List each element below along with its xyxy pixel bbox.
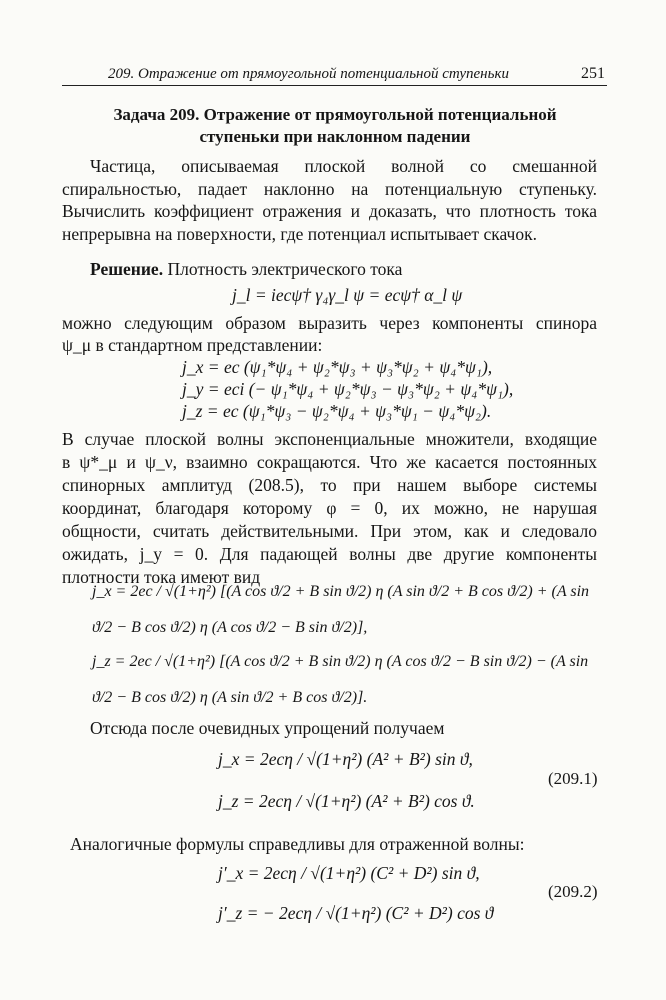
equation-number-209-1: (209.1) xyxy=(548,769,598,788)
plane-wave-line-5: общности, считать действительными. При этом, как и следовало xyxy=(62,521,597,541)
simplify-text: Отсюда после очевидных упрощений получаем xyxy=(90,718,445,738)
running-header xyxy=(62,58,607,86)
plane-wave-line-3: спинорных амплитуд (208.5), то при нашем выборе системы xyxy=(62,475,597,495)
running-title: 209. Отражение от прямоугольной потенциальной ступеньки xyxy=(108,66,509,82)
problem-title-line-1: Задача 209. Отражение от прямоугольной потенциальной xyxy=(113,105,557,124)
problem-statement: Частица, описываемая плоской волной со смешанной спиральностью, падает наклонно на потенциальную ступеньку. Вычислить коэффициент отражения и доказать, что плотность тока непрерывна на поверхности, где потенциал испытывает скачок. xyxy=(62,156,597,244)
reflected-text: Аналогичные формулы справедливы для отраженной волны: xyxy=(70,834,525,854)
solution-intro-text: Плотность электрического тока xyxy=(167,259,403,279)
plane-wave-line-1: В случае плоской волны экспоненциальные множители, входящие xyxy=(62,429,597,449)
equation-209-1-jx: j_x = 2ecη / √(1+η²) (A² + B²) sin ϑ, xyxy=(218,749,473,769)
equation-incident-jx: j_x = 2ec / √(1+η²) [(A cos ϑ/2 + B sin ϑ/2) η (A sin ϑ/2 + B cos ϑ/2) + (A sin ϑ/2 − B cos ϑ/2) η (A cos ϑ/2 − B sin ϑ/2)], xyxy=(92,583,590,636)
solution-intro xyxy=(90,258,490,280)
equation-jx-spinor: j_x = ec (ψ₁*ψ₄ + ψ₂*ψ₃ + ψ₃*ψ₂ + ψ₄*ψ₁), xyxy=(182,357,493,377)
equation-209-2-jx: j′_x = 2ecη / √(1+η²) (C² + D²) sin ϑ, xyxy=(218,863,480,883)
equation-jy-spinor: j_y = eci (− ψ₁*ψ₄ + ψ₂*ψ₃ − ψ₃*ψ₂ + ψ₄*ψ₁), xyxy=(182,379,514,399)
problem-title-line-2: ступеньки при наклонном падении xyxy=(199,127,471,146)
equation-incident-jz: j_z = 2ec / √(1+η²) [(A cos ϑ/2 + B sin ϑ/2) η (A cos ϑ/2 − B sin ϑ/2) − (A sin ϑ/2 − B cos ϑ/2) η (A sin ϑ/2 + B cos ϑ/2)]. xyxy=(92,653,589,706)
components-text-line-1: можно следующим образом выразить через компоненты спинора xyxy=(62,313,597,333)
equation-209-2-jz: j′_z = − 2ecη / √(1+η²) (C² + D²) cos ϑ xyxy=(218,903,494,923)
equation-jz-spinor: j_z = ec (ψ₁*ψ₃ − ψ₂*ψ₄ + ψ₃*ψ₁ − ψ₄*ψ₂). xyxy=(182,401,492,421)
plane-wave-line-2: в ψ*_μ и ψ_ν, взаимно сокращаются. Что же касается постоянных xyxy=(62,452,597,472)
equation-number-209-2: (209.2) xyxy=(548,882,598,901)
page-number: 251 xyxy=(581,65,605,82)
plane-wave-line-6: ожидать, j_y = 0. Для падающей волны две другие компоненты xyxy=(62,544,597,564)
plane-wave-line-4: координат, благодаря которому φ = 0, их можно, не нарушая xyxy=(62,498,597,518)
plane-wave-line-7: плотности тока имеют вид xyxy=(62,567,261,587)
solution-label: Решение. xyxy=(90,259,164,279)
components-text-line-2: ψ_μ в стандартном представлении: xyxy=(62,335,323,355)
equation-209-1-jz: j_z = 2ecη / √(1+η²) (A² + B²) cos ϑ. xyxy=(218,791,475,811)
header-rule xyxy=(62,85,607,86)
equation-current-density: j_l = iecψ† γ₄γ_l ψ = ecψ† α_l ψ xyxy=(232,285,463,305)
